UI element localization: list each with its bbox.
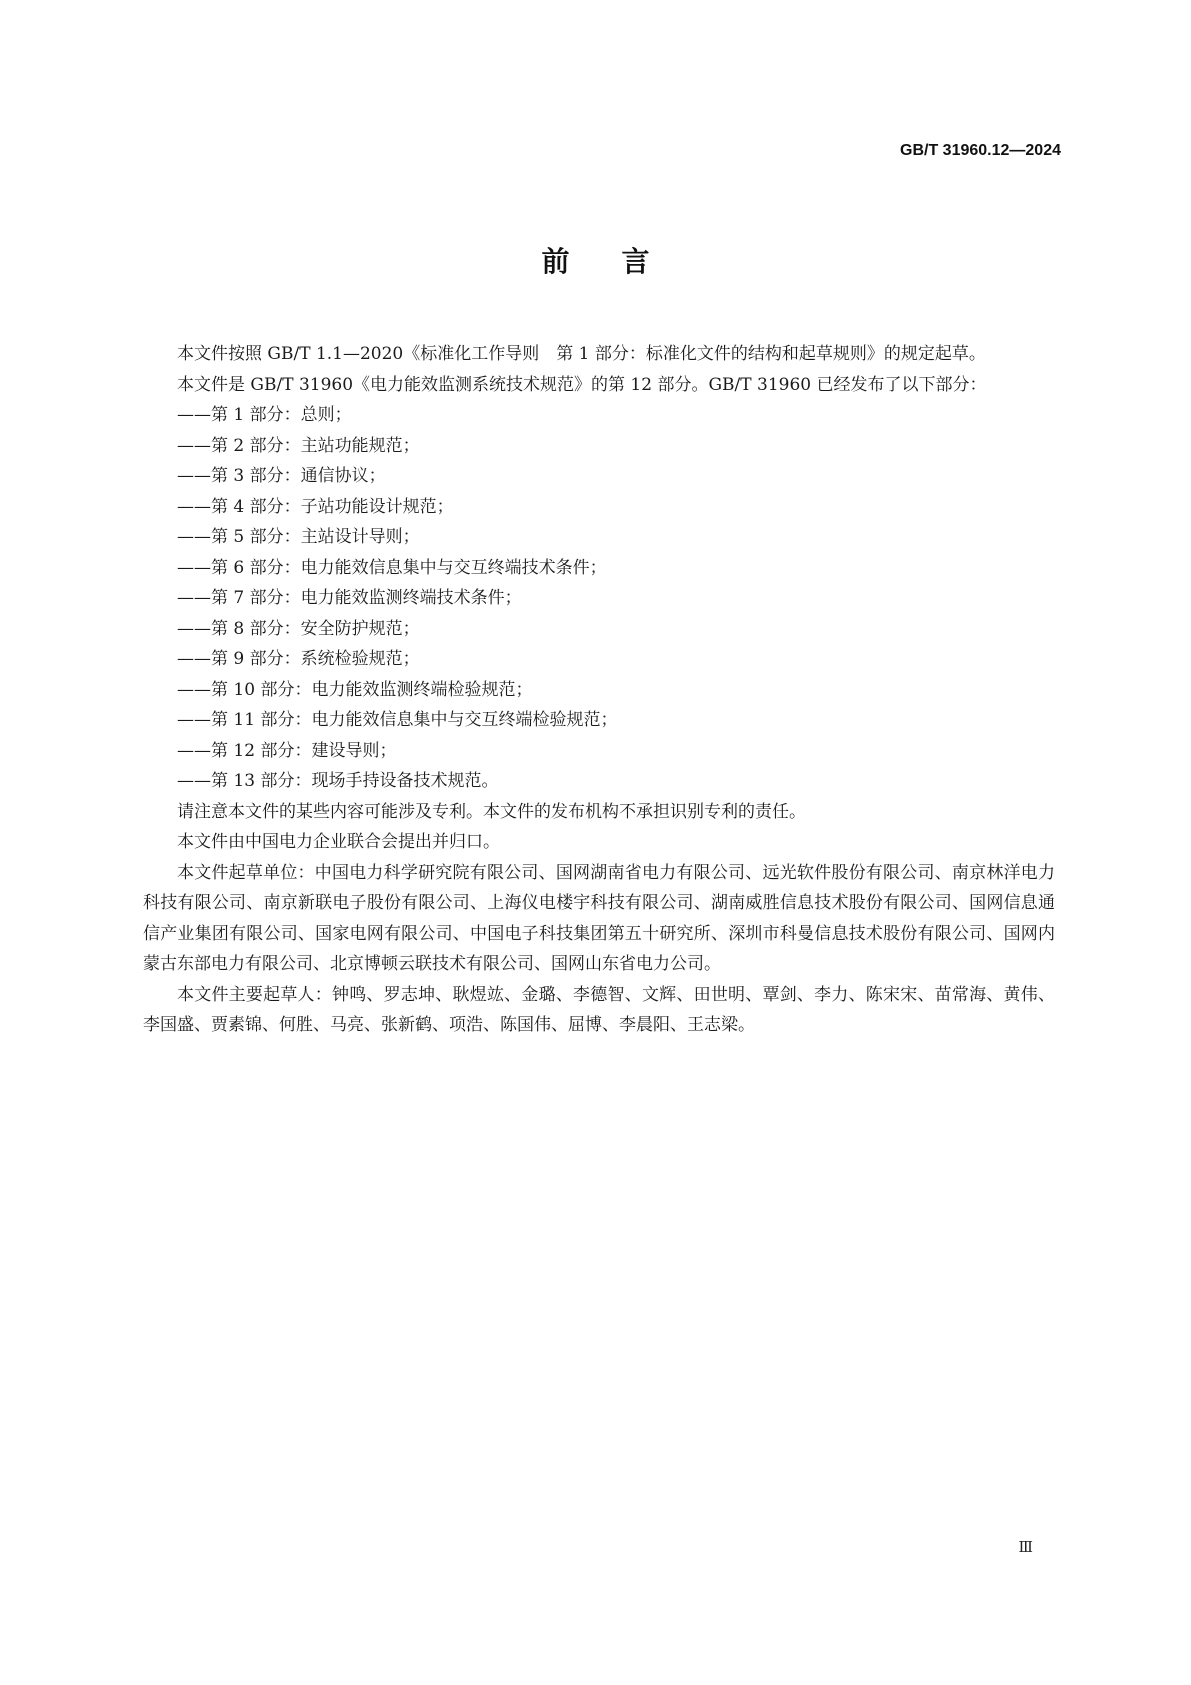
list-item: ——第 11 部分：电力能效信息集中与交互终端检验规范； bbox=[177, 710, 618, 730]
list-item: ——第 4 部分：子站功能设计规范； bbox=[177, 496, 454, 517]
list-item: ——第 9 部分：系统检验规范； bbox=[177, 649, 420, 669]
page-number: Ⅲ bbox=[1018, 1538, 1033, 1556]
list-item: ——第 1 部分：总则； bbox=[177, 405, 352, 425]
page-heading: 前言 bbox=[541, 245, 702, 278]
list-item: ——第 13 部分：现场手持设备技术规范。 bbox=[177, 771, 499, 791]
list-item: ——第 8 部分：安全防护规范； bbox=[177, 618, 420, 639]
list-item: ——第 5 部分：主站设计导则； bbox=[177, 527, 420, 547]
list-item: ——第 2 部分：主站功能规范； bbox=[177, 435, 420, 456]
foreword-body bbox=[143, 339, 1055, 1041]
list-item: ——第 10 部分：电力能效监测终端检验规范； bbox=[177, 679, 533, 700]
list-item: ——第 6 部分：电力能效信息集中与交互终端技术条件； bbox=[177, 557, 607, 578]
parts-list bbox=[143, 400, 1055, 797]
proposer-statement: 本文件由中国电力企业联合会提出并归口。 bbox=[177, 832, 500, 852]
patent-notice: 请注意本文件的某些内容可能涉及专利。本文件的发布机构不承担识别专利的责任。 bbox=[177, 801, 806, 822]
drafting-units: 本文件起草单位：中国电力科学研究院有限公司、国网湖南省电力有限公司、远光软件股份有限公司、南京林洋电力科技有限公司、南京新联电子股份有限公司、上海仪电楼宇科技有限公司、湖南威胜信息技术股份有限公司、国网信息通信产业集团有限公司、国家电网有限公司、中国电子科技集团第五十研究所、深圳市科曼信息技术股份有限公司、国网内蒙古东部电力有限公司、北京博顿云联技术有限公司、国网山东省电力公司。 bbox=[143, 862, 1055, 974]
list-item: ——第 12 部分：建设导则； bbox=[177, 740, 397, 761]
intro-paragraph-2: 本文件是 GB/T 31960《电力能效监测系统技术规范》的第 12 部分。GB/T 31960 已经发布了以下部分： bbox=[177, 374, 987, 395]
intro-paragraph-1: 本文件按照 GB/T 1.1—2020《标准化工作导则 第 1 部分：标准化文件的结构和起草规则》的规定起草。 bbox=[177, 344, 986, 364]
document-code: GB/T 31960.12—2024 bbox=[900, 142, 1061, 159]
list-item: ——第 7 部分：电力能效监测终端技术条件； bbox=[177, 588, 522, 608]
list-item: ——第 3 部分：通信协议； bbox=[177, 466, 386, 486]
drafters: 本文件主要起草人：钟鸣、罗志坤、耿煜竑、金璐、李德智、文辉、田世明、覃剑、李力、陈宋宋、苗常海、黄伟、李国盛、贾素锦、何胜、马亮、张新鹤、项浩、陈国伟、屈博、李晨阳、王志梁。 bbox=[143, 984, 1055, 1035]
